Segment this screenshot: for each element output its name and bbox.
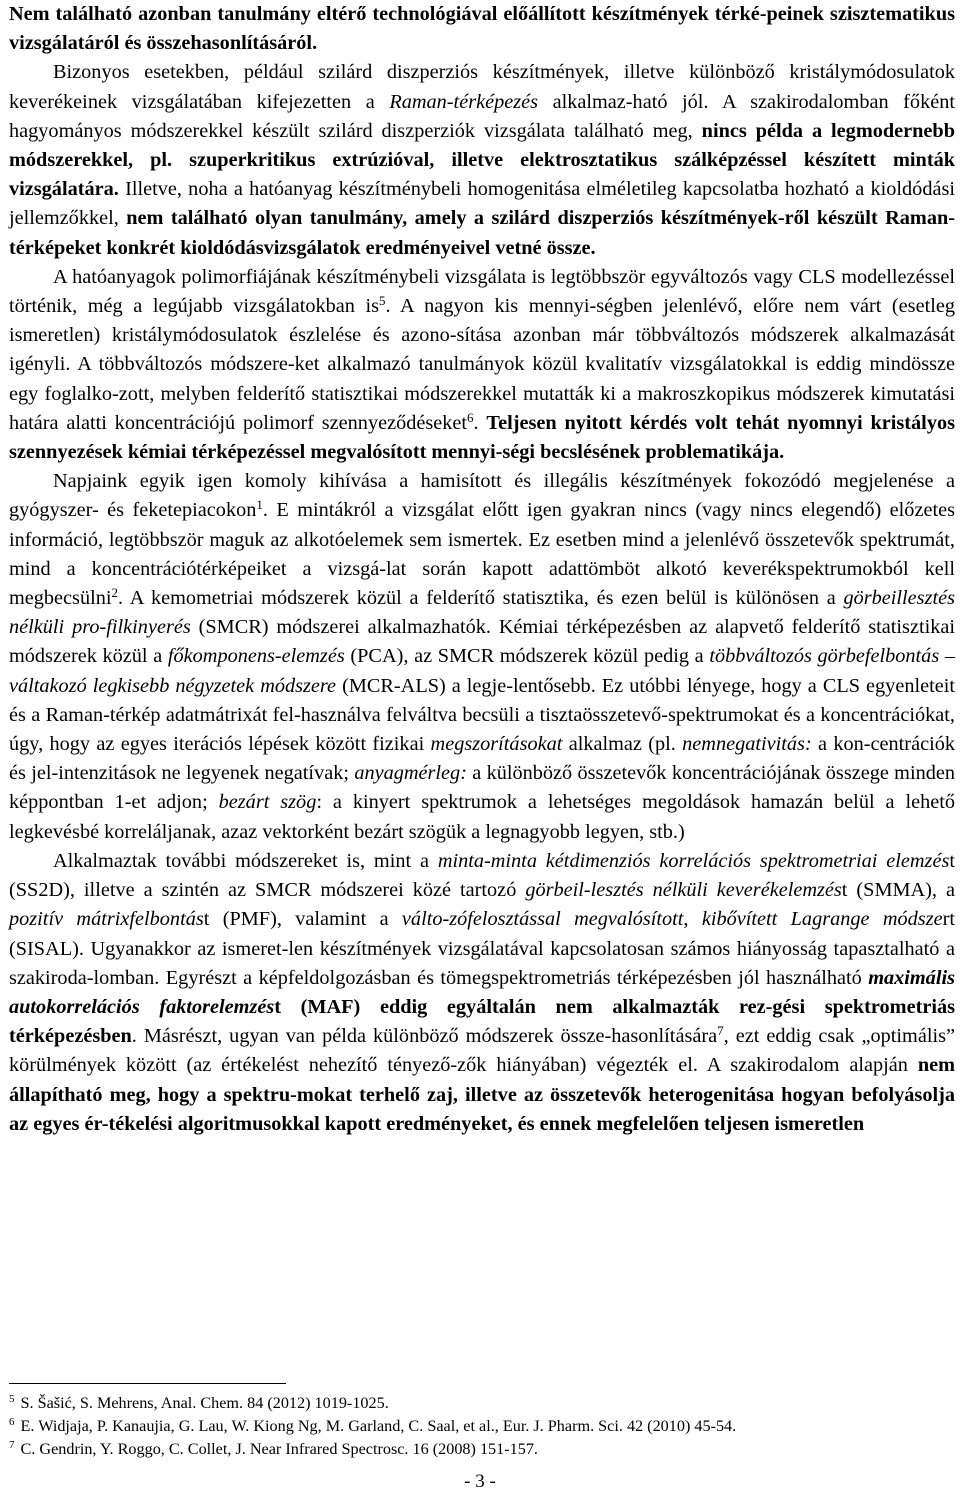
text-run: bezárt szög bbox=[218, 791, 317, 814]
text-run: alkalmaz-ható jól. A szakirodalomban főként hagyományos módszerekkel készült szilárd diszperziók vizsgálata található meg, bbox=[9, 90, 955, 142]
footnote-separator bbox=[9, 1383, 286, 1384]
footnote-ref: 7 bbox=[717, 1023, 724, 1039]
text-run: (MCR-ALS) a legje-lentősebb. Ez utóbbi lényege, hogy a CLS egyenleteit és a Raman-térkép adatmátrixát fel-használva felváltva becsüli a tisztaösszetevő-spektrumokat és a koncentrációkat, úgy, hogy az egyes iterációs lépések között fizikai bbox=[9, 674, 955, 756]
text-run: Nem található azonban tanulmány eltérő technológiával előállított készítmények térké-peinek szisztematikus vizsgálatáról és összehasonlításáról. bbox=[9, 3, 955, 55]
text-run: Teljesen nyitott kérdés volt tehát nyomnyi kristályos szennyezések kémiai térképezéssel megvalósított mennyi-ségi becslésének problematikája. bbox=[9, 411, 955, 464]
text-run: nem található olyan tanulmány, amely a szilárd diszperziós készítmények-ről készült Raman-térképeket konkrét kioldódásvizsgálatok eredményeivel vetné össze. bbox=[9, 207, 955, 259]
text-run: megszorításokat bbox=[430, 733, 563, 756]
footnote bbox=[9, 1392, 955, 1415]
text-run: nem állapítható meg, hogy a spektru-mokat terhelő zaj, illetve az összetevők heterogenitása hogyan befolyásolja az egyes ér-tékelési algoritmusokkal kapott eredményeket, és ennek megfelelően teljesen ismeretlen bbox=[9, 1054, 955, 1135]
text-run: . A nagyon kis mennyi-ségben jelenlévő, előre nem várt (esetleg ismeretlen) kristálymódosulatok észlelése és azono-sítása azonban már többváltozós módszerek alkalmazását igényli. A többváltozós módszere-ket alkalmazó tanulmányok közül kvalitatív vizsgálatokkal is eddig mindössze egy foglalko-zott, melyben felderítő statisztikai módszerekkel mutatták ki a makroszkopikus módszerek kimutatási határa alatti koncentrációjú polimorf szennyeződéseket bbox=[9, 295, 955, 434]
text-run: (SMCR) módszerei alkalmazhatók. Kémiai térképezésben az alapvető felderítő statisztikai módszerek közül a bbox=[9, 616, 955, 668]
footnote-ref: 2 bbox=[111, 585, 119, 601]
text-run: Raman-térképezés bbox=[389, 90, 539, 113]
text-run: pozitív mátrixfelbontás bbox=[9, 908, 204, 931]
text-run: a különböző összetevők koncentrációjának összege minden képpontban 1-et adjon; bbox=[9, 762, 956, 814]
page-number: - 3 - bbox=[464, 1471, 496, 1492]
text-run: (PCA), az SMCR módszerek közül pedig a bbox=[344, 645, 710, 668]
footnote bbox=[9, 1415, 955, 1438]
text-run: Alkalmaztak további módszereket is, mint a bbox=[53, 849, 438, 872]
text-run: görbeil-lesztés nélküli keverékelemzés bbox=[525, 879, 842, 902]
paragraph bbox=[9, 847, 955, 1139]
text-run: Illetve, noha a hatóanyag készítménybeli homogenitása elméletileg kapcsolatba hozható a kioldódási jellemzőkkel, bbox=[9, 178, 955, 230]
text-run: Napjaink egyik igen komoly kihívása a hamisított és illegális készítmények fokozódó megjelenése a gyógyszer- és feketepiacokon bbox=[9, 470, 955, 522]
footnote-text: E. Widjaja, P. Kanaujia, G. Lau, W. Kiong Ng, M. Garland, C. Saal, et al., Eur. J. Pharm. Sci. 42 (2010) 45-54. bbox=[20, 1417, 737, 1435]
text-run: . Másrészt, ugyan van példa különböző módszerek össze-hasonlítására bbox=[131, 1025, 718, 1048]
footnote-number: 6 bbox=[9, 1416, 15, 1428]
paragraph bbox=[9, 467, 955, 847]
text-run: Bizonyos esetekben, például szilárd diszperziós készítmények, illetve különböző kristálymódosulatok keverékeinek vizsgálatában kifejezetten a bbox=[9, 61, 955, 113]
text-run: a kon-centrációk és jel-intenzitások ne legyenek negatívak; bbox=[9, 733, 955, 785]
text-run: : a kinyert spektrumok a lehetséges megoldások hamazán belül a lehető legkevésbé korreláljanak, azaz vektorként bezárt szögük a legnagyobb legyen, stb.) bbox=[9, 791, 956, 843]
text-run: nemnegativitás: bbox=[682, 733, 812, 756]
text-run: rt (SISAL). Ugyanakkor az ismeret-len készítmények vizsgálatával kapcsolatosan számos hiányosság tapasztalható a szakiroda-lomban. Egyrészt a képfeldolgozásban és tömegspektrometriás térképezésben jól használható bbox=[9, 908, 955, 989]
footnote-ref: 5 bbox=[379, 293, 386, 309]
text-run: A hatóanyagok polimorfiájának készítménybeli vizsgálata is legtöbbször egyváltozós vagy CLS modellezéssel történik, még a legújabb vizsgálatokban is bbox=[9, 265, 955, 318]
footnote-text: S. Šašić, S. Mehrens, Anal. Chem. 84 (2012) 1019-1025. bbox=[20, 1394, 389, 1412]
text-run: nincs példa a legmodernebb módszerekkel, pl. szuperkritikus extrúzióval, illetve elektrosztatikus szálképzéssel készített minták vizsgálatára. bbox=[9, 119, 955, 201]
paragraph bbox=[9, 58, 955, 262]
text-run: . A kemometriai módszerek közül a felderítő statisztika, és ezen belül is különösen a bbox=[118, 587, 844, 610]
text-run: . E mintákról a vizsgálat előtt igen gyakran nincs (vagy nincs elegendő) előzetes információ, legtöbbször maguk az alkotóelemek sem ismertek. Ez esetben mind a jelenlévő összetevők spektrumát, mind a koncentrációtérképeiket a vizsgá-lat során kapott adattömböt alkotó keverékspektrumokból kell megbecsülni bbox=[9, 499, 955, 610]
paragraph bbox=[9, 263, 955, 467]
text-run: maximális autokorrelációs faktorelemzés bbox=[9, 966, 955, 1018]
text-run: főkomponens-elemzés bbox=[167, 645, 345, 668]
text-run: minta-minta kétdimenziós korrelációs spektrometriai elemzés bbox=[437, 849, 950, 872]
text-run: t (SS2D), illetve a szintén az SMCR módszerei közé tartozó bbox=[9, 849, 955, 902]
text-run: t (PMF), valamint a bbox=[203, 908, 402, 931]
footnote-ref: 1 bbox=[256, 497, 263, 513]
body-text bbox=[9, 0, 955, 1139]
footnote-number: 5 bbox=[9, 1393, 15, 1405]
text-run: anyagmérleg: bbox=[354, 762, 467, 785]
text-run: , ezt eddig csak „optimális” körülmények között (az értékelést nehezítő tényező-zők hiányában) végezték el. A szakirodalom alapján bbox=[9, 1025, 955, 1077]
text-run: . bbox=[473, 411, 487, 434]
footnote-ref: 6 bbox=[467, 409, 474, 425]
footnotes bbox=[9, 1392, 955, 1461]
footnote bbox=[9, 1438, 955, 1461]
paragraph bbox=[9, 0, 955, 58]
text-run: alkalmaz (pl. bbox=[562, 733, 683, 756]
text-run: t (MAF) eddig egyáltalán nem alkalmazták rez-gési spektrometriás térképezésben bbox=[9, 995, 956, 1048]
text-run: többváltozós görbefelbontás – váltakozó legkisebb négyzetek módszere bbox=[9, 645, 956, 697]
footnote-number: 7 bbox=[9, 1439, 15, 1451]
text-run: t (SMMA), a bbox=[841, 879, 955, 902]
text-run: görbeillesztés nélküli pro-filkinyerés bbox=[9, 587, 955, 639]
footnote-text: C. Gendrin, Y. Roggo, C. Collet, J. Near Infrared Spectrosc. 16 (2008) 151-157. bbox=[20, 1440, 538, 1458]
text-run: válto-zófelosztással megvalósított, kibővített Lagrange módsze bbox=[401, 908, 943, 931]
